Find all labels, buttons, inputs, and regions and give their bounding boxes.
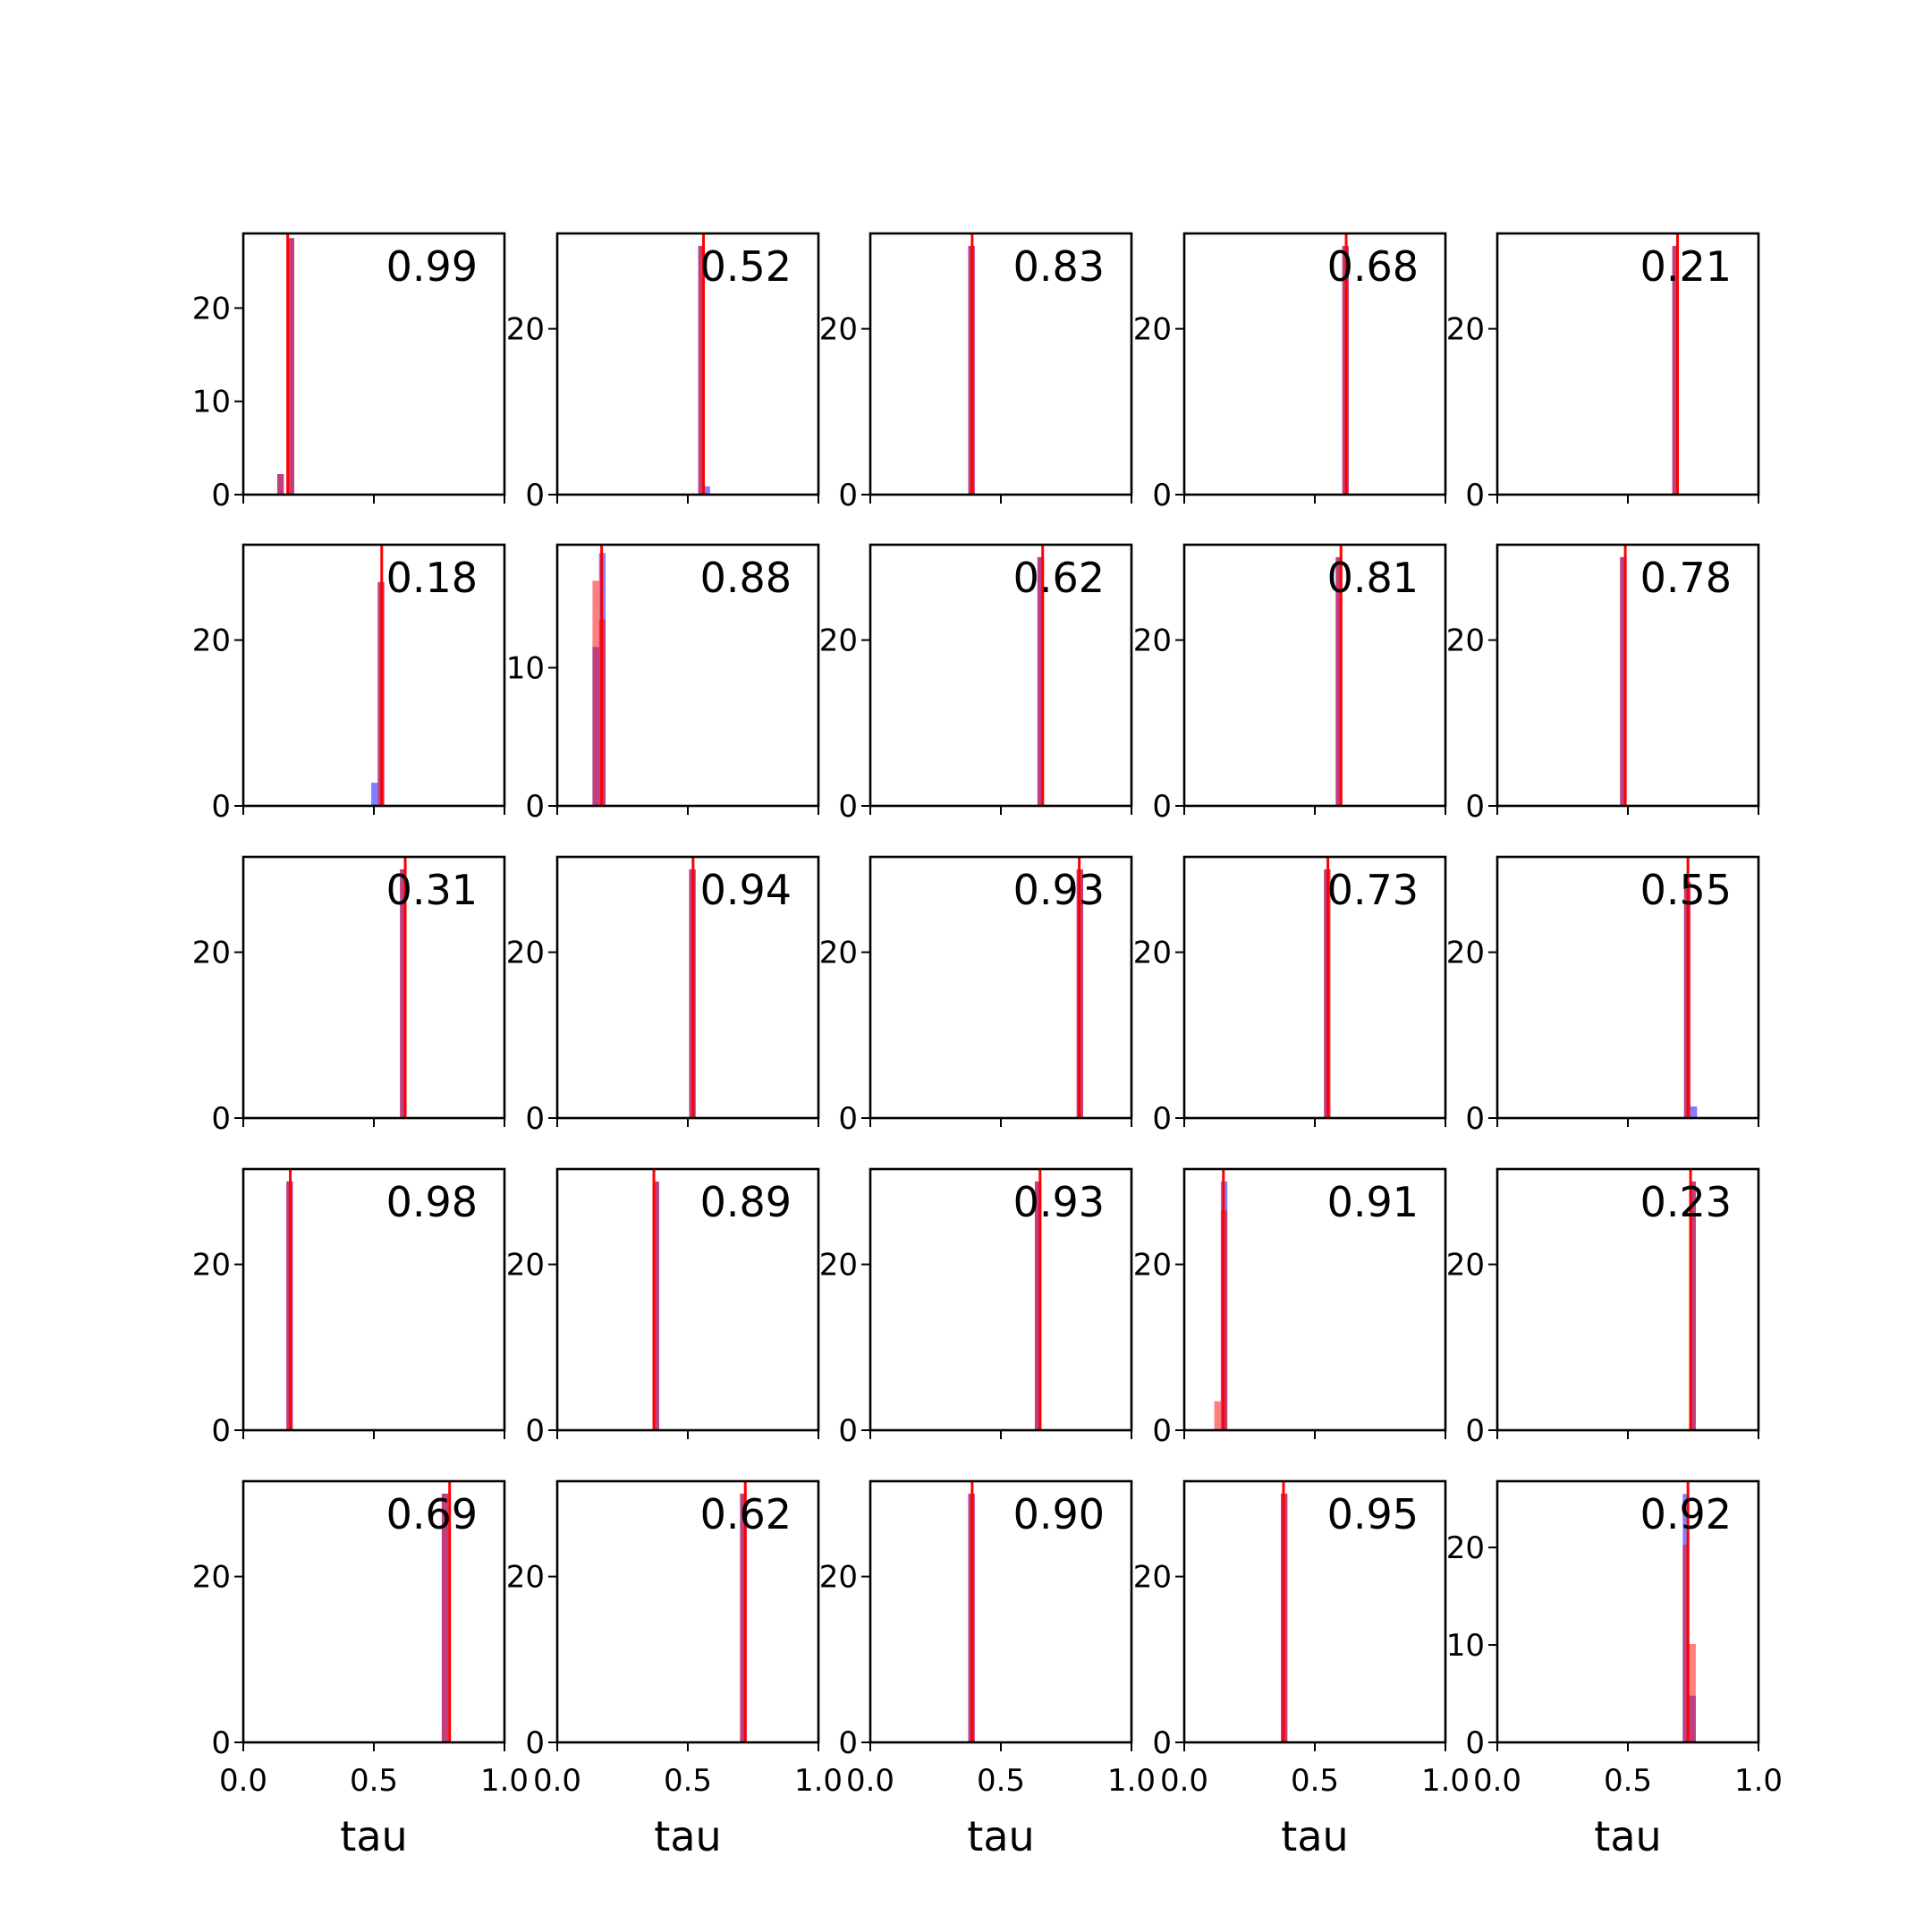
subplot-r5-c2 <box>506 1481 843 1860</box>
panel-annotation: 0.21 <box>1640 242 1732 291</box>
subplot-r3-c2 <box>506 857 818 1137</box>
y-tick-label: 0 <box>525 1413 545 1449</box>
subplot-r4-c1 <box>192 1169 504 1449</box>
subplot-r3-c3 <box>819 857 1131 1137</box>
subplot-r2-c2 <box>506 545 818 825</box>
panel-annotation: 0.94 <box>699 866 792 914</box>
y-tick-label: 0 <box>838 1101 858 1137</box>
y-tick-label: 0 <box>211 1413 231 1449</box>
panel-annotation: 0.81 <box>1326 554 1419 602</box>
x-axis-label: tau <box>1281 1812 1349 1860</box>
x-tick-label: 0.5 <box>976 1763 1026 1799</box>
y-tick-label: 20 <box>1132 311 1172 348</box>
y-tick-label: 0 <box>838 478 858 513</box>
panel-annotation: 0.92 <box>1640 1490 1732 1538</box>
subplot-r4-c5 <box>1446 1169 1758 1449</box>
y-tick-label: 0 <box>211 789 231 825</box>
y-tick-label: 20 <box>505 935 545 971</box>
x-tick-label: 0.0 <box>1159 1763 1209 1799</box>
panel-annotation: 0.52 <box>699 242 792 291</box>
y-tick-label: 0 <box>1465 1413 1485 1449</box>
y-tick-label: 20 <box>818 1247 858 1284</box>
x-tick-label: 0.5 <box>1290 1763 1340 1799</box>
x-axis-label: tau <box>340 1812 408 1860</box>
subplot-r1-c5 <box>1446 233 1758 513</box>
y-tick-label: 10 <box>505 650 545 687</box>
y-tick-label: 20 <box>191 1247 231 1284</box>
panel-annotation: 0.90 <box>1013 1490 1105 1538</box>
y-tick-label: 20 <box>191 291 231 327</box>
y-tick-label: 20 <box>191 935 231 971</box>
y-tick-label: 0 <box>1152 1725 1172 1761</box>
y-tick-label: 10 <box>1445 1628 1485 1665</box>
x-tick-label: 0.5 <box>663 1763 713 1799</box>
x-axis-label: tau <box>967 1812 1035 1860</box>
histogram-bar-b <box>1690 1644 1696 1742</box>
subplot-r3-c1 <box>192 857 504 1137</box>
subplot-r2-c3 <box>819 545 1131 825</box>
y-tick-label: 20 <box>505 311 545 348</box>
x-tick-label: 0.0 <box>1472 1763 1522 1799</box>
y-tick-label: 0 <box>1152 1101 1172 1137</box>
x-tick-label: 1.0 <box>1420 1763 1470 1799</box>
y-tick-label: 0 <box>211 1101 231 1137</box>
panel-annotation: 0.18 <box>386 554 478 602</box>
subplot-r3-c5 <box>1446 857 1758 1137</box>
y-tick-label: 0 <box>525 789 545 825</box>
y-tick-label: 0 <box>1465 1725 1485 1761</box>
subplot-r4-c2 <box>506 1169 818 1449</box>
y-tick-label: 20 <box>505 1247 545 1284</box>
x-tick-label: 0.0 <box>218 1763 268 1799</box>
x-tick-label: 1.0 <box>1733 1763 1784 1799</box>
panel-annotation: 0.68 <box>1326 242 1419 291</box>
y-tick-label: 20 <box>1132 623 1172 659</box>
y-tick-label: 20 <box>191 1559 231 1596</box>
panel-annotation: 0.93 <box>1013 1178 1105 1226</box>
y-tick-label: 20 <box>818 311 858 348</box>
panel-annotation: 0.95 <box>1326 1490 1419 1538</box>
histogram-bar-b <box>592 580 598 806</box>
panel-annotation: 0.99 <box>386 242 478 291</box>
y-tick-label: 20 <box>818 623 858 659</box>
x-tick-label: 0.5 <box>1603 1763 1653 1799</box>
panel-annotation: 0.31 <box>386 866 478 914</box>
histogram-bar-b <box>277 474 284 495</box>
y-tick-label: 0 <box>1465 478 1485 513</box>
x-tick-label: 1.0 <box>793 1763 843 1799</box>
x-tick-label: 1.0 <box>479 1763 530 1799</box>
y-tick-label: 0 <box>838 789 858 825</box>
y-tick-label: 20 <box>1132 935 1172 971</box>
y-tick-label: 0 <box>838 1725 858 1761</box>
panel-annotation: 0.93 <box>1013 866 1105 914</box>
panel-annotation: 0.78 <box>1640 554 1732 602</box>
x-tick-label: 0.0 <box>532 1763 582 1799</box>
x-tick-label: 1.0 <box>1106 1763 1157 1799</box>
subplot-r4-c4 <box>1133 1169 1445 1449</box>
panel-annotation: 0.62 <box>699 1490 792 1538</box>
subplot-r2-c1 <box>192 545 504 825</box>
y-tick-label: 20 <box>1445 1530 1485 1567</box>
panel-annotation: 0.23 <box>1640 1178 1732 1226</box>
subplot-r1-c2 <box>506 233 818 513</box>
histogram-bar-a <box>1690 1106 1697 1118</box>
subplot-r5-c1 <box>192 1481 529 1860</box>
y-tick-label: 20 <box>1445 1247 1485 1284</box>
y-tick-label: 20 <box>818 1559 858 1596</box>
y-tick-label: 10 <box>191 384 231 420</box>
y-tick-label: 20 <box>1132 1559 1172 1596</box>
subplot-r1-c1 <box>192 233 504 513</box>
subplot-r5-c4 <box>1133 1481 1470 1860</box>
panel-annotation: 0.55 <box>1640 866 1732 914</box>
y-tick-label: 0 <box>211 478 231 513</box>
x-axis-label: tau <box>1594 1812 1662 1860</box>
y-tick-label: 20 <box>1445 623 1485 659</box>
y-tick-label: 20 <box>191 623 231 659</box>
y-tick-label: 0 <box>1152 1413 1172 1449</box>
panel-annotation: 0.73 <box>1326 866 1419 914</box>
panel-annotation: 0.91 <box>1326 1178 1419 1226</box>
panel-annotation: 0.89 <box>699 1178 792 1226</box>
y-tick-label: 0 <box>525 1101 545 1137</box>
panel-annotation: 0.98 <box>386 1178 478 1226</box>
y-tick-label: 0 <box>838 1413 858 1449</box>
panel-annotation: 0.69 <box>386 1490 478 1538</box>
subplot-r2-c5 <box>1446 545 1758 825</box>
panel-annotation: 0.83 <box>1013 242 1105 291</box>
y-tick-label: 20 <box>1445 311 1485 348</box>
subplot-r2-c4 <box>1133 545 1445 825</box>
subplot-r4-c3 <box>819 1169 1131 1449</box>
y-tick-label: 20 <box>818 935 858 971</box>
y-tick-label: 0 <box>211 1725 231 1761</box>
y-tick-label: 20 <box>1445 935 1485 971</box>
panel-annotation: 0.88 <box>699 554 792 602</box>
y-tick-label: 0 <box>1465 789 1485 825</box>
x-tick-label: 0.0 <box>845 1763 895 1799</box>
y-tick-label: 0 <box>525 478 545 513</box>
subplot-r5-c5 <box>1446 1481 1783 1860</box>
y-tick-label: 20 <box>505 1559 545 1596</box>
y-tick-label: 0 <box>1465 1101 1485 1137</box>
y-tick-label: 20 <box>1132 1247 1172 1284</box>
x-tick-label: 0.5 <box>349 1763 399 1799</box>
panel-annotation: 0.62 <box>1013 554 1105 602</box>
subplot-r5-c3 <box>819 1481 1156 1860</box>
histogram-bar-a <box>371 783 377 806</box>
x-axis-label: tau <box>654 1812 722 1860</box>
y-tick-label: 0 <box>525 1725 545 1761</box>
subplot-r1-c4 <box>1133 233 1445 513</box>
y-tick-label: 0 <box>1152 789 1172 825</box>
y-tick-label: 0 <box>1152 478 1172 513</box>
subplot-r1-c3 <box>819 233 1131 513</box>
histogram-bar-b <box>1215 1402 1221 1430</box>
subplot-r3-c4 <box>1133 857 1445 1137</box>
